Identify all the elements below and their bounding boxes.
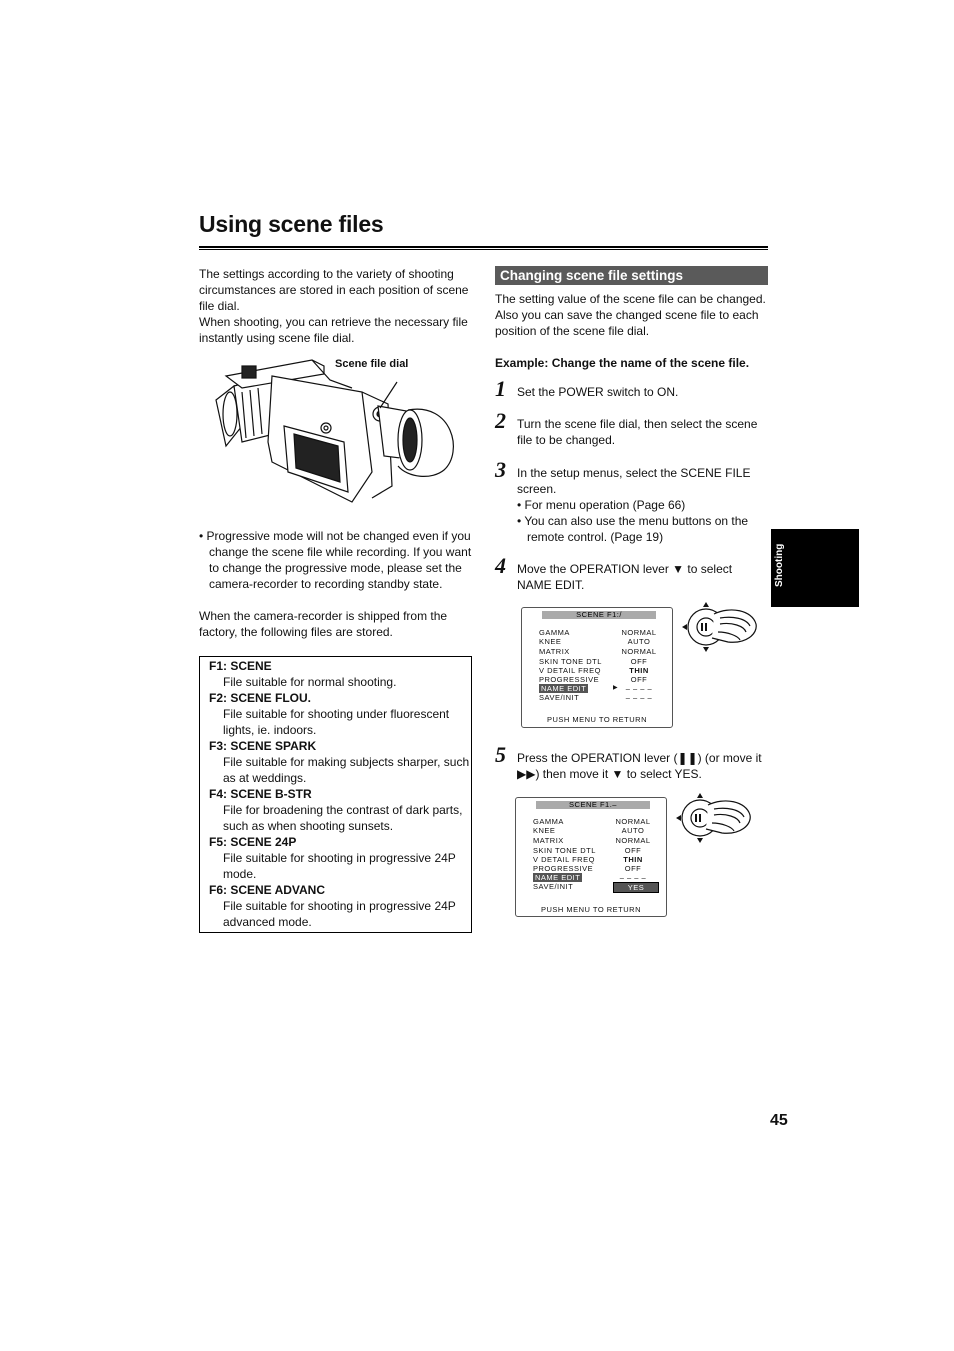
menu-value: THIN [629,666,649,675]
step-number: 4 [495,553,506,578]
example-heading: Example: Change the name of the scene file. [495,356,750,370]
menu-label: V DETAIL FREQ [533,855,595,864]
file-name: F4: SCENE B-STR [209,787,312,801]
menu-value: AUTO [627,637,651,646]
page-number: 45 [770,1112,788,1129]
menu-value: NORMAL [621,628,657,637]
menu-value: – – – – [625,693,653,702]
menu-value: THIN [623,855,643,864]
camera-illustration [212,352,462,512]
menu-value: OFF [630,657,648,666]
step-text [517,750,769,782]
step-5-a: Press the OPERATION lever ( [517,751,678,765]
menu-row [533,864,663,873]
step-number: 5 [495,742,506,767]
down-arrow-icon: ▼ [611,767,624,781]
menu-value: NORMAL [621,647,657,656]
step-4-a: Move the OPERATION lever [517,562,673,576]
menu-label: PROGRESSIVE [539,675,600,684]
step-3-bullet: • You can also use the menu buttons on the remote control. (Page 19) [517,514,749,544]
step-number: 2 [495,408,506,433]
menu-value: YES [613,882,659,893]
menu-row [539,628,669,637]
fast-forward-icon: ▶▶ [517,767,536,781]
step-text: Turn the scene file dial, then select the scene file to be changed. [517,417,758,447]
menu-label: MATRIX [533,836,564,845]
file-entry [209,786,471,834]
step-5-b: ) (or move it [697,751,762,765]
menu-label: V DETAIL FREQ [539,666,601,675]
menu-row-selected [539,684,669,693]
step-3-bullet: • For menu operation (Page 66) [517,498,686,512]
menu-label: NAME EDIT [535,873,581,882]
shipped-paragraph: When the camera-recorder is shipped from the factory, the following files are stored. [199,609,448,639]
menu-row [539,666,669,675]
menu-value: NORMAL [615,817,651,826]
menu-label: KNEE [533,826,556,835]
file-name: F2: SCENE FLOU. [209,691,312,705]
menu-value: OFF [630,675,648,684]
file-entry [209,658,471,690]
menu-footer: PUSH MENU TO RETURN [546,715,648,724]
menu-label: GAMMA [533,817,564,826]
file-entry [209,738,471,786]
menu-row-selected [533,873,663,882]
file-entry [209,882,471,930]
menu-value: – – – – [625,684,653,693]
file-entry [209,690,471,738]
camera-drawing [212,352,462,512]
step-number: 3 [495,457,506,482]
menu-row [539,657,669,666]
section-intro: The setting value of the scene file can be changed. Also you can save the changed scene file to each position of the scene file dial. [495,292,766,338]
menu-row [539,647,669,656]
title-rule-thin [199,249,768,250]
chapter-side-tab-label: Shooting [774,543,785,587]
menu-row [533,836,663,845]
menu-value: AUTO [621,826,645,835]
menu-label: SAVE/INIT [539,693,580,702]
menu-row [533,817,663,826]
intro-paragraph-2: When shooting, you can retrieve the necessary file instantly using scene file dial. [199,315,468,345]
intro-paragraph-1: The settings according to the variety of shooting circumstances are stored in each position of scene file dial. [199,267,469,313]
menu-value: OFF [624,864,642,873]
file-name: F5: SCENE 24P [209,835,297,849]
file-desc: File for broadening the contrast of dark parts, such as when shooting sunsets. [223,803,463,833]
down-arrow-icon: ▼ [672,562,685,576]
progressive-note-text: Progressive mode will not be changed even if you change the scene file while recording. If you want to change the progressive mode, please set the camera-recorder to recording standby state. [206,529,472,591]
file-name: F3: SCENE SPARK [209,739,317,753]
operation-lever-drawing [680,600,760,654]
menu-label: MATRIX [539,647,570,656]
menu-value: – – – – [619,873,647,882]
progressive-note: • Progressive mode will not be changed even if you change the scene file while recording. If you want to change the progressive mode, please set the camera-recorder to recording standby state. [199,529,472,591]
menu-row [533,846,663,855]
file-entry [209,834,471,882]
menu-row [533,826,663,835]
menu-label: SKIN TONE DTL [539,657,602,666]
step-text [517,465,769,545]
menu-label: SKIN TONE DTL [533,846,596,855]
scene-files-box [199,656,472,933]
file-desc: File suitable for shooting under fluorescent lights, ie. indoors. [223,707,450,737]
menu-row [533,855,663,864]
step-3-bullet-text: You can also use the menu buttons on the remote control. (Page 19) [524,514,749,544]
section-heading: Changing scene file settings [495,266,768,285]
step-number: 1 [495,376,506,401]
step-text [517,561,769,593]
operation-lever-illustration-1 [680,600,760,654]
file-desc: File suitable for shooting in progressive 24P mode. [223,851,456,881]
menu-header: SCENE F1:/ [542,611,656,619]
step-5-d: to select YES. [623,767,702,781]
operation-lever-drawing [674,791,754,845]
operation-lever-illustration-2 [674,791,754,845]
menu-label: SAVE/INIT [533,882,574,891]
menu-row [539,675,669,684]
menu-label: PROGRESSIVE [533,864,594,873]
file-desc: File suitable for shooting in progressive 24P advanced mode. [223,899,456,929]
file-name: F1: SCENE [209,659,272,673]
file-desc: File suitable for normal shooting. [223,675,397,689]
menu-value: OFF [624,846,642,855]
scene-menu-screen-2 [515,797,667,917]
file-name: F6: SCENE ADVANC [209,883,326,897]
menu-row [539,693,669,702]
step-text: Set the POWER switch to ON. [517,385,679,399]
step-4-b: to select NAME EDIT. [517,562,733,592]
menu-row [533,882,663,891]
pause-icon: ❚❚ [677,751,698,765]
menu-value: NORMAL [615,836,651,845]
step-5-c: ) then move it [535,767,612,781]
title-rule [199,246,768,248]
menu-label: NAME EDIT [541,684,587,693]
file-desc: File suitable for making subjects sharper, such as at weddings. [223,755,470,785]
menu-label: GAMMA [539,628,570,637]
menu-footer: PUSH MENU TO RETURN [540,905,642,914]
menu-row [539,637,669,646]
step-3-main: In the setup menus, select the SCENE FILE screen. [517,466,751,496]
step-3-bullet-text: For menu operation (Page 66) [524,498,686,512]
menu-header: SCENE F1.– [536,801,650,809]
scene-file-dial-label: Scene file dial [335,358,409,370]
menu-label: KNEE [539,637,562,646]
page-title: Using scene files [199,211,384,237]
scene-menu-screen-1 [521,607,673,728]
cursor-arrow-icon: ▶ [613,685,619,691]
